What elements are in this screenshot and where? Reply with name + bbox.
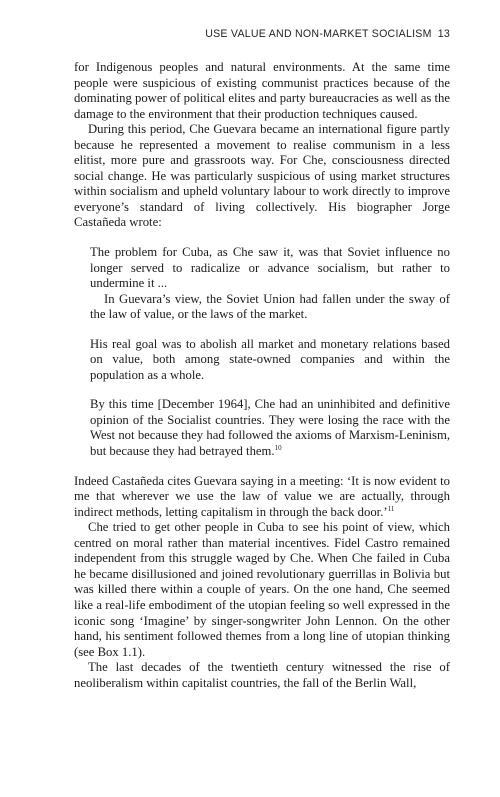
block-quote: [90, 245, 450, 323]
quote-text: The problem for Cuba, as Che saw it, was that Soviet influence no longer served to radicalize or advance socialism, but rather to undermine it ...: [90, 245, 450, 291]
block-quote: [90, 397, 450, 459]
paragraph: The last decades of the twentieth century witnessed the rise of neoliberalism within capitalist countries, the fall of the Berlin Wall,: [74, 660, 450, 690]
paragraph: for Indigenous peoples and natural environments. At the same time people were suspicious of existing communist practices because of the dominating power of political elites and party bureaucracies as well as the damage to the environment that their production techniques caused.: [74, 60, 450, 121]
page-body: [74, 60, 450, 691]
paragraph: Che tried to get other people in Cuba to see his point of view, which centred on moral rather than material incentives. Fidel Castro remained independent from this struggle waged by Che. When Che failed in Cuba he became disillusioned and joined revolutionary guerrillas in Bolivia but was killed there within a couple of years. On the one hand, Che seemed like a real-life embodiment of the utopian feeling so well expressed in the iconic song ‘Imagine’ by singer-songwriter John Lennon. On the other hand, his sentiment followed themes from a long line of utopian thinking (see Box 1.1).: [74, 520, 450, 659]
footnote-ref[interactable]: 10: [274, 444, 282, 453]
quote-text: His real goal was to abolish all market and monetary relations based on value, both among state-owned companies and within the population as a whole.: [90, 336, 450, 382]
page-number: 13: [437, 28, 450, 40]
block-quote: [90, 337, 450, 384]
paragraph: During this period, Che Guevara became an international figure partly because he represented a movement to realise communism in a less elitist, more pure and grassroots way. For Che, consciousness directed social change. He was particularly suspicious of using market structures within socialism and upheld voluntary labour to work directly to improve everyone’s standard of living collectively. His biographer Jorge Castañeda wrote:: [74, 122, 450, 230]
quote-text: In Guevara’s view, the Soviet Union had fallen under the sway of the law of value, or the laws of the market.: [90, 291, 450, 322]
quote-text-body: By this time [December 1964], Che had an uninhibited and definitive opinion of the Socialist countries. They were losing the race with the West not because they had followed the axioms of Marxism-Leninism, but because they had betrayed them.: [90, 397, 450, 459]
footnote-ref[interactable]: 11: [387, 504, 395, 513]
running-title: USE VALUE AND NON-MARKET SOCIALISM: [205, 28, 432, 40]
paragraph-text: Indeed Castañeda cites Guevara saying in a meeting: ‘It is now evident to me that wherever we use the law of value we are actually, through indirect methods, letting capitalism in through the back door.’: [74, 473, 450, 519]
quote-text: [90, 397, 450, 459]
running-header: [74, 28, 450, 40]
paragraph: [74, 474, 450, 521]
